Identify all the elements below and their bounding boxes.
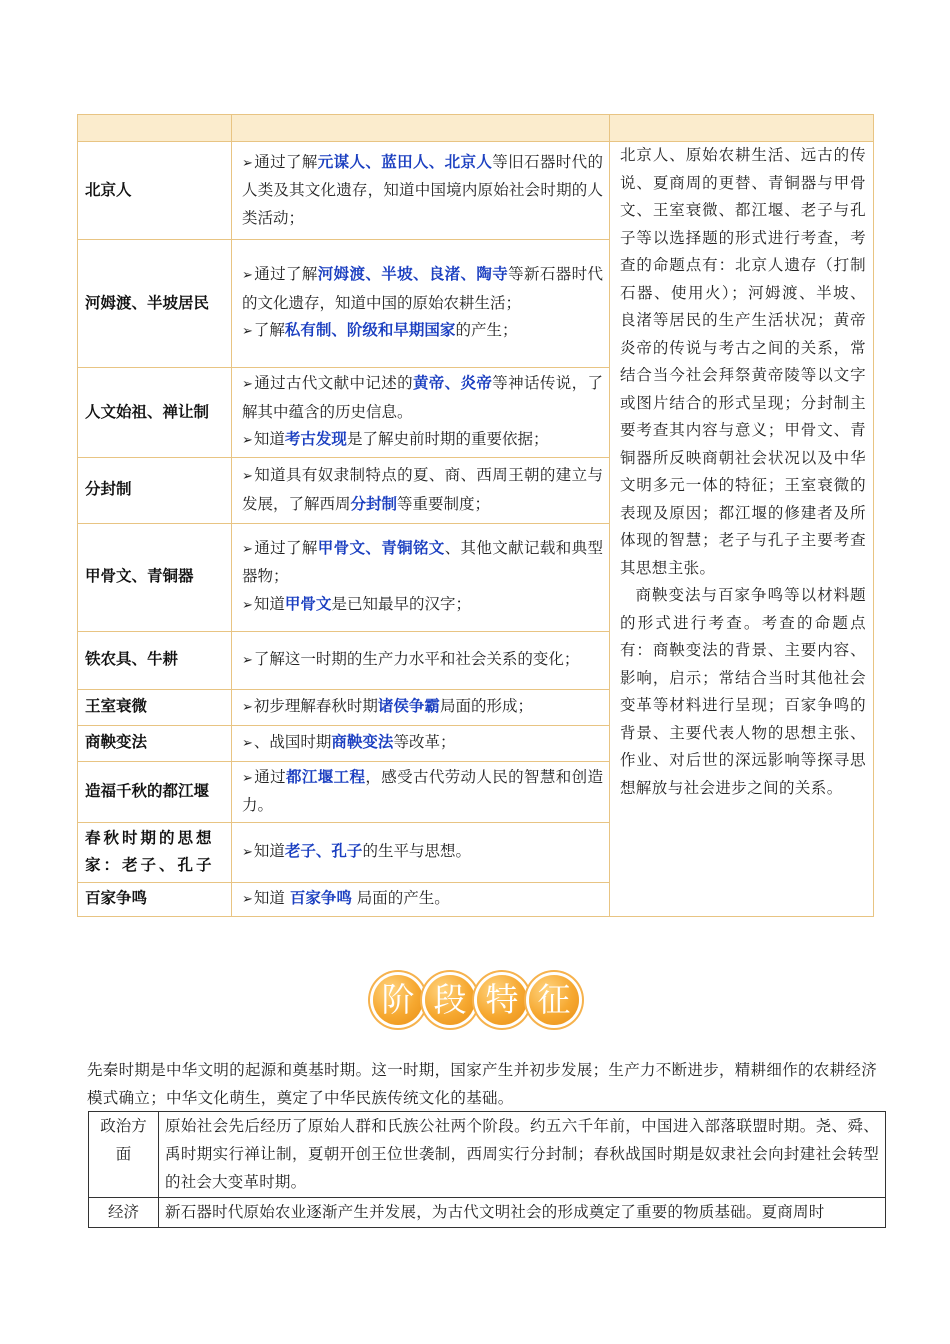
requirement-text: 通过了解 [253,265,318,284]
requirement-line [242,426,603,455]
requirement-line [242,885,603,914]
analysis-paragraph: 商鞅变法与百家争鸣等以材料题的形式进行考查。考查的命题点有：商鞅变法的背景、主要内容、影响，启示；常结合当时其他社会变革等材料进行呈现；百家争鸣的背景、主要代表人物的思想主张、作业、对后世的深远影响等探寻思想解放与社会进步之间的关系。 [620,586,866,797]
keyword-highlight: 都江堰工程 [286,767,366,786]
topic-cell: 分封制 [78,457,232,523]
stage-table [88,1111,886,1228]
requirement-text: 通过 [253,767,287,786]
requirement-text: 是了解史前时期的重要依据； [346,430,549,448]
header-cell [232,115,610,142]
arrow-bullet-icon: ➢ [242,469,253,484]
requirement-text: 通过了解 [253,152,318,171]
table-row [89,1112,886,1198]
header-cell [610,115,874,142]
requirement-text: 了解这一时期的生产力水平和社会关系的变化； [253,649,580,668]
requirement-line [242,462,603,518]
topic-cell: 甲骨文、青铜器 [78,523,232,631]
intro-paragraph: 先秦时期是中华文明的起源和奠基时期。这一时期，国家产生并初步发展；生产力不断进步，精耕细作的农耕经济模式确立；中华文化萌生，奠定了中华民族传统文化的基础。 [87,1061,878,1107]
requirement-line [242,693,603,722]
requirement-text: 等新石器时代的文化遗存，知道中国的原始农耕生活； [242,265,603,312]
topic-cell: 河姆渡、半坡居民 [78,240,232,368]
arrow-bullet-icon: ➢ [242,541,253,557]
knowledge-table [77,114,874,917]
arrow-bullet-icon: ➢ [242,652,253,668]
requirement-text: 初步理解春秋时期 [253,696,378,715]
requirement-cell [232,689,610,725]
requirement-text: 局面的产生。 [351,888,450,907]
keyword-highlight: 河姆渡、半坡、良渚、陶寺 [317,265,509,284]
topic-cell: 商鞅变法 [78,725,232,761]
arrow-bullet-icon: ➢ [242,268,253,284]
header-cell [78,115,232,142]
requirement-text: 等重要制度； [397,494,491,513]
keyword-highlight: 甲骨文 [284,594,332,613]
topic-cell: 王室衰微 [78,689,232,725]
table-row [78,142,874,240]
stage-key: 政治方面 [89,1112,159,1198]
topic-cell: 春秋时期的思想家：老子、孔子 [78,822,232,882]
keyword-highlight: 元谋人、蓝田人、北京人 [317,152,493,171]
requirement-text: 知道 [253,841,285,860]
requirement-line [242,370,603,426]
banner-char: 阶 [373,975,423,1025]
requirement-text: 是已知最早的汉字； [331,594,471,613]
requirement-cell [232,761,610,822]
keyword-highlight: 老子、孔子 [284,841,363,860]
topic-cell: 造福千秋的都江堰 [78,761,232,822]
arrow-bullet-icon: ➢ [242,155,253,171]
stage-value: 原始社会先后经历了原始人群和氏族公社两个阶段。约五六千年前，中国进入部落联盟时期。尧、舜、禹时期实行禅让制，夏朝开创王位世袭制，西周实行分封制；春秋战国时期是奴隶社会向封建社会转型的社会大变革时期。 [159,1112,886,1198]
requirement-text: 知道具有奴隶制特点的夏、商、西周王朝的建立与发展，了解西周 [242,466,603,513]
requirement-text: 通过了解 [253,538,318,557]
requirement-cell [232,725,610,761]
arrow-bullet-icon: ➢ [242,597,253,613]
requirement-text: 等神话传说，了解其中蕴含的历史信息。 [242,374,603,421]
requirement-text: 等旧石器时代的人类及其文化遗存，知道中国境内原始社会时期的人类活动； [242,152,603,227]
keyword-highlight: 商鞅变法 [331,732,394,751]
requirement-line [242,591,603,620]
requirement-text: 了解 [253,321,285,340]
topic-cell: 北京人 [78,142,232,240]
keyword-highlight: 私有制、阶级和早期国家 [284,321,456,340]
requirement-text: 知道 [253,594,285,613]
arrow-bullet-icon: ➢ [242,324,253,340]
table-header-row [78,115,874,142]
requirement-cell [232,457,610,523]
topic-cell: 百家争鸣 [78,882,232,916]
requirement-text: 的生平与思想。 [362,841,471,860]
requirement-cell [232,631,610,689]
banner-char: 征 [529,975,579,1025]
arrow-bullet-icon: ➢ [242,699,253,715]
banner-char: 段 [425,975,475,1025]
requirement-text: 局面的形成； [439,696,533,715]
keyword-highlight: 甲骨文、青铜铭文 [317,538,445,557]
table-row [89,1198,886,1228]
banner-char: 特 [477,975,527,1025]
requirement-cell [232,882,610,916]
arrow-bullet-icon: ➢ [242,770,253,786]
exam-analysis-cell [610,142,874,917]
keyword-highlight: 考古发现 [284,430,347,448]
requirement-line [242,261,603,317]
arrow-bullet-icon: ➢ [242,891,253,907]
keyword-highlight: 黄帝、炎帝 [412,374,493,392]
requirement-text: 等改革； [393,732,456,751]
requirement-cell [232,240,610,368]
requirement-line [242,535,603,591]
requirement-text: 知道 [253,430,285,448]
requirement-text: ，感受古代劳动人民的智慧和创造力。 [242,767,603,814]
stage-features-banner [371,972,581,1034]
requirement-text: 、其他文献记载和典型器物； [242,538,603,586]
requirement-line [242,646,603,675]
stage-key: 经济 [89,1198,159,1228]
requirement-text: 的产生； [455,321,518,340]
topic-cell: 铁农具、牛耕 [78,631,232,689]
arrow-bullet-icon: ➢ [242,433,253,448]
keyword-highlight: 分封制 [350,494,398,513]
requirement-cell [232,523,610,631]
arrow-bullet-icon: ➢ [242,844,253,860]
requirement-line [242,764,603,820]
keyword-highlight: 百家争鸣 [289,888,352,907]
requirement-text: 、战国时期 [253,732,332,751]
requirement-text: 通过古代文献中记述的 [253,374,413,392]
analysis-paragraph: 北京人、原始农耕生活、远古的传说、夏商周的更替、青铜器与甲骨文、王室衰微、都江堰、老子与孔子等以选择题的形式进行考查，考查的命题点有：北京人遗存（打制石器、使用火）；河姆渡、半坡、良渚等居民的生产生活状况；黄帝炎帝的传说与考古之间的关系，常结合当今社会拜祭黄帝陵等以文字或图片结合的形式呈现；分封制主要考查其内容与意义；甲骨文、青铜器所反映商朝社会状况以及中华文明多元一体的特征；王室衰微的表现及原因；都江堰的修建者及所体现的智慧；老子与孔子主要考查其思想主张。 [620,146,866,577]
stage-value: 新石器时代原始农业逐渐产生并发展，为古代文明社会的形成奠定了重要的物质基础。夏商周时 [159,1198,886,1228]
keyword-highlight: 诸侯争霸 [377,696,440,715]
topic-cell: 人文始祖、禅让制 [78,368,232,458]
requirement-line [242,149,603,233]
arrow-bullet-icon: ➢ [242,377,253,392]
requirement-line [242,838,603,867]
requirement-line [242,729,603,758]
arrow-bullet-icon: ➢ [242,735,253,751]
requirement-line [242,317,603,346]
requirement-text: 知道 [253,888,290,907]
requirement-cell [232,368,610,458]
requirement-cell [232,822,610,882]
requirement-cell [232,142,610,240]
